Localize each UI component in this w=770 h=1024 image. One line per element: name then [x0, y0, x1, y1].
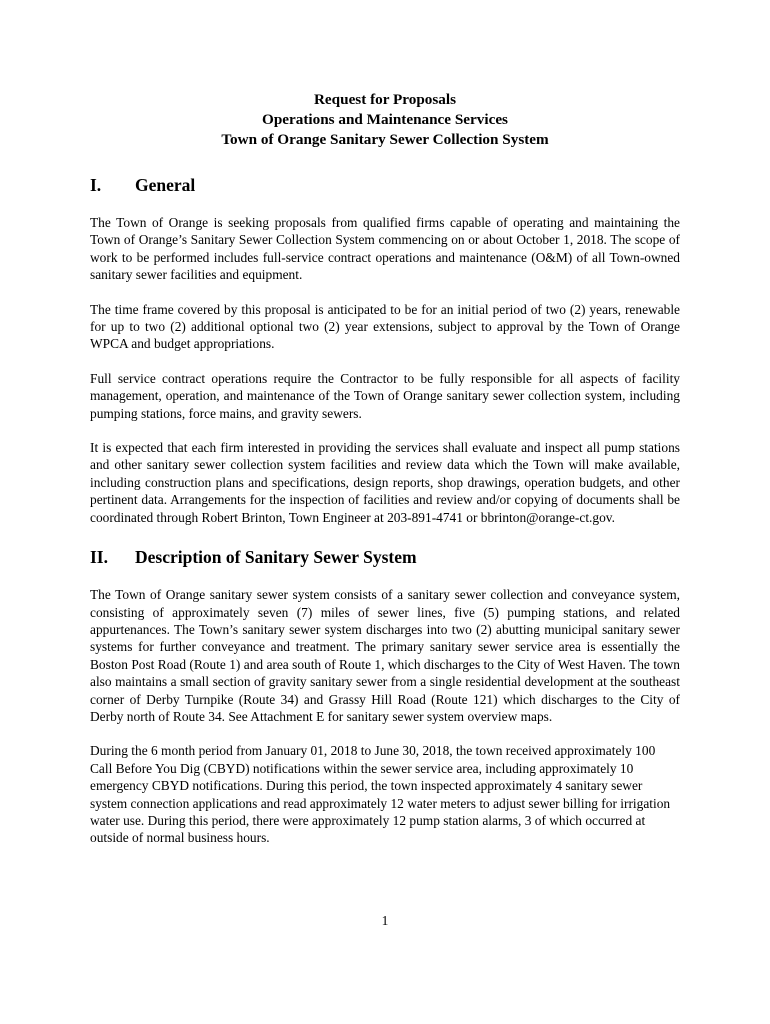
paragraph: The Town of Orange sanitary sewer system consists of a sanitary sewer collection and conveyance system, consisting of approximately seven (7) miles of sewer lines, five (5) pumping stations, and related appurtenances. The Town’s sanitary sewer system discharges into two (2) abutting municipal sanitary sewer systems for further conveyance and treatment. The primary sanitary sewer service area is essentially the Boston Post Road (Route 1) and area south of Route 1, which discharges to the City of West Haven. The town also maintains a small section of gravity sanitary sewer from a single residential development at the southeast corner of Derby Turnpike (Route 34) and Grassy Hill Road (Route 121) which discharges to the City of Derby north of Route 34. See Attachment E for sanitary sewer system overview maps.	[90, 587, 680, 724]
section-title: Description of Sanitary Sewer System	[135, 547, 417, 568]
paragraph: The time frame covered by this proposal is anticipated to be for an initial period of two (2) years, renewable for up to two (2) additional optional two (2) year extensions, subject to approval by the Town of Orange WPCA and budget appropriations.	[90, 301, 680, 352]
document-title	[90, 90, 680, 150]
section-general	[90, 174, 680, 526]
section-heading	[90, 174, 680, 196]
section-title: General	[135, 175, 196, 195]
paragraph: It is expected that each firm interested in providing the services shall evaluate and inspect all pump stations and other sanitary sewer collection system facilities and review data which the Town will make available, including construction plans and specifications, design reports, shop drawings, operation budgets, and other pertinent data. Arrangements for the inspection of facilities and review and/or copying of documents shall be coordinated through Robert Brinton, Town Engineer at 203-891-4741 or bbrinton@orange-ct.gov.	[90, 440, 680, 525]
page-number: 1	[381, 913, 389, 928]
title-line-2: Operations and Maintenance Services	[262, 111, 508, 128]
paragraph: The Town of Orange is seeking proposals from qualified firms capable of operating and maintaining the Town of Orange’s Sanitary Sewer Collection System commencing on or about October 1, 2018. The scope of work to be performed includes full-service contract operations and maintenance (O&M) of all Town-owned sanitary sewer facilities and equipment.	[90, 215, 680, 283]
section-number: II.	[90, 547, 108, 568]
section-heading	[90, 546, 680, 568]
section-number: I.	[90, 175, 102, 195]
paragraph: During the 6 month period from January 01, 2018 to June 30, 2018, the town received approximately 100 Call Before You Dig (CBYD) notifications within the sewer service area, including approximately 10 emergency CBYD notifications. During this period, the town inspected approximately 4 sanitary sewer system connection applications and read approximately 12 water meters to adjust sewer billing for irrigation water use. During this period, there were approximately 12 pump station alarms, 3 of which occurred at outside of normal business hours.	[90, 743, 671, 846]
title-line-3: Town of Orange Sanitary Sewer Collection System	[221, 131, 549, 148]
paragraph: Full service contract operations require the Contractor to be fully responsible for all aspects of facility management, operation, and maintenance of the Town of Orange sanitary sewer collection system, including pumping stations, force mains, and gravity sewers.	[90, 370, 680, 421]
section-description	[90, 546, 680, 847]
title-line-1: Request for Proposals	[313, 91, 457, 108]
